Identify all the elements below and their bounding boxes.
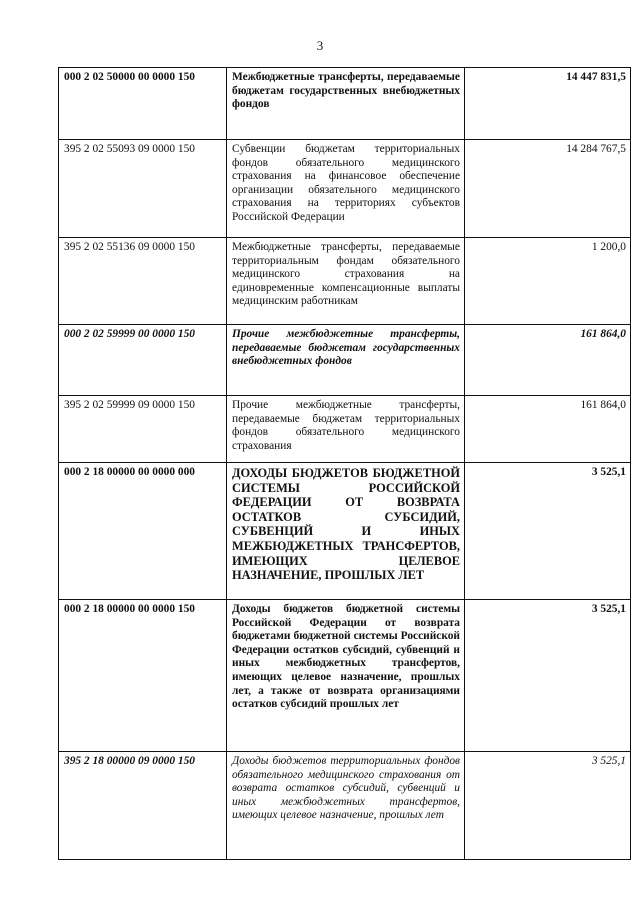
row-amount: 1 200,0	[465, 238, 631, 325]
row-code: 395 2 02 55136 09 0000 150	[59, 238, 227, 325]
row-amount: 3 525,1	[465, 752, 631, 860]
table-row	[59, 325, 631, 396]
row-code: 000 2 18 00000 00 0000 150	[59, 600, 227, 752]
table-row	[59, 238, 631, 325]
row-description: Доходы бюджетов бюджетной системы Российской Федерации от возврата бюджетами бюджетной системы Российской Федерации остатков субсидий, субвенций и иных межбюджетных трансфертов, имеющих целевое назначение, прошлых лет, а также от возврата организациями остатков субсидий прошлых лет	[227, 600, 465, 752]
row-code: 395 2 18 00000 09 0000 150	[59, 752, 227, 860]
table-row	[59, 396, 631, 463]
page-number: 3	[316, 38, 324, 53]
row-code: 395 2 02 55093 09 0000 150	[59, 140, 227, 238]
row-amount: 161 864,0	[465, 396, 631, 463]
budget-table	[58, 67, 631, 860]
table-row	[59, 752, 631, 860]
row-amount: 14 284 767,5	[465, 140, 631, 238]
table-row	[59, 463, 631, 600]
row-amount: 3 525,1	[465, 600, 631, 752]
row-description: Прочие межбюджетные трансферты, передаваемые бюджетам территориальных фондов обязательного медицинского страхования	[227, 396, 465, 463]
table-row	[59, 140, 631, 238]
table-row	[59, 68, 631, 140]
row-amount: 3 525,1	[465, 463, 631, 600]
row-description: Прочие межбюджетные трансферты, передаваемые бюджетам государственных внебюджетных фондов	[227, 325, 465, 396]
row-code: 000 2 02 59999 00 0000 150	[59, 325, 227, 396]
row-amount: 161 864,0	[465, 325, 631, 396]
row-amount: 14 447 831,5	[465, 68, 631, 140]
row-description: Доходы бюджетов территориальных фондов обязательного медицинского страхования от возврата остатков субсидий, субвенций и иных межбюджетных трансфертов, имеющих целевое назначение, прошлых лет	[227, 752, 465, 860]
row-code: 000 2 02 50000 00 0000 150	[59, 68, 227, 140]
table-row	[59, 600, 631, 752]
row-code: 395 2 02 59999 09 0000 150	[59, 396, 227, 463]
row-code: 000 2 18 00000 00 0000 000	[59, 463, 227, 600]
row-description: Субвенции бюджетам территориальных фондов обязательного медицинского страхования на финансовое обеспечение организации обязательного медицинского страхования на территориях субъектов Российской Федерации	[227, 140, 465, 238]
row-description: Межбюджетные трансферты, передаваемые бюджетам государственных внебюджетных фондов	[227, 68, 465, 140]
row-description: ДОХОДЫ БЮДЖЕТОВ БЮДЖЕТНОЙ СИСТЕМЫ РОССИЙСКОЙ ФЕДЕРАЦИИ ОТ ВОЗВРАТА ОСТАТКОВ СУБСИДИЙ, СУБВЕНЦИЙ И ИНЫХ МЕЖБЮДЖЕТНЫХ ТРАНСФЕРТОВ, ИМЕЮЩИХ ЦЕЛЕВОЕ НАЗНАЧЕНИЕ, ПРОШЛЫХ ЛЕТ	[227, 463, 465, 600]
row-description: Межбюджетные трансферты, передаваемые территориальным фондам обязательного медицинского страхования на единовременные компенсационные выплаты медицинским работникам	[227, 238, 465, 325]
